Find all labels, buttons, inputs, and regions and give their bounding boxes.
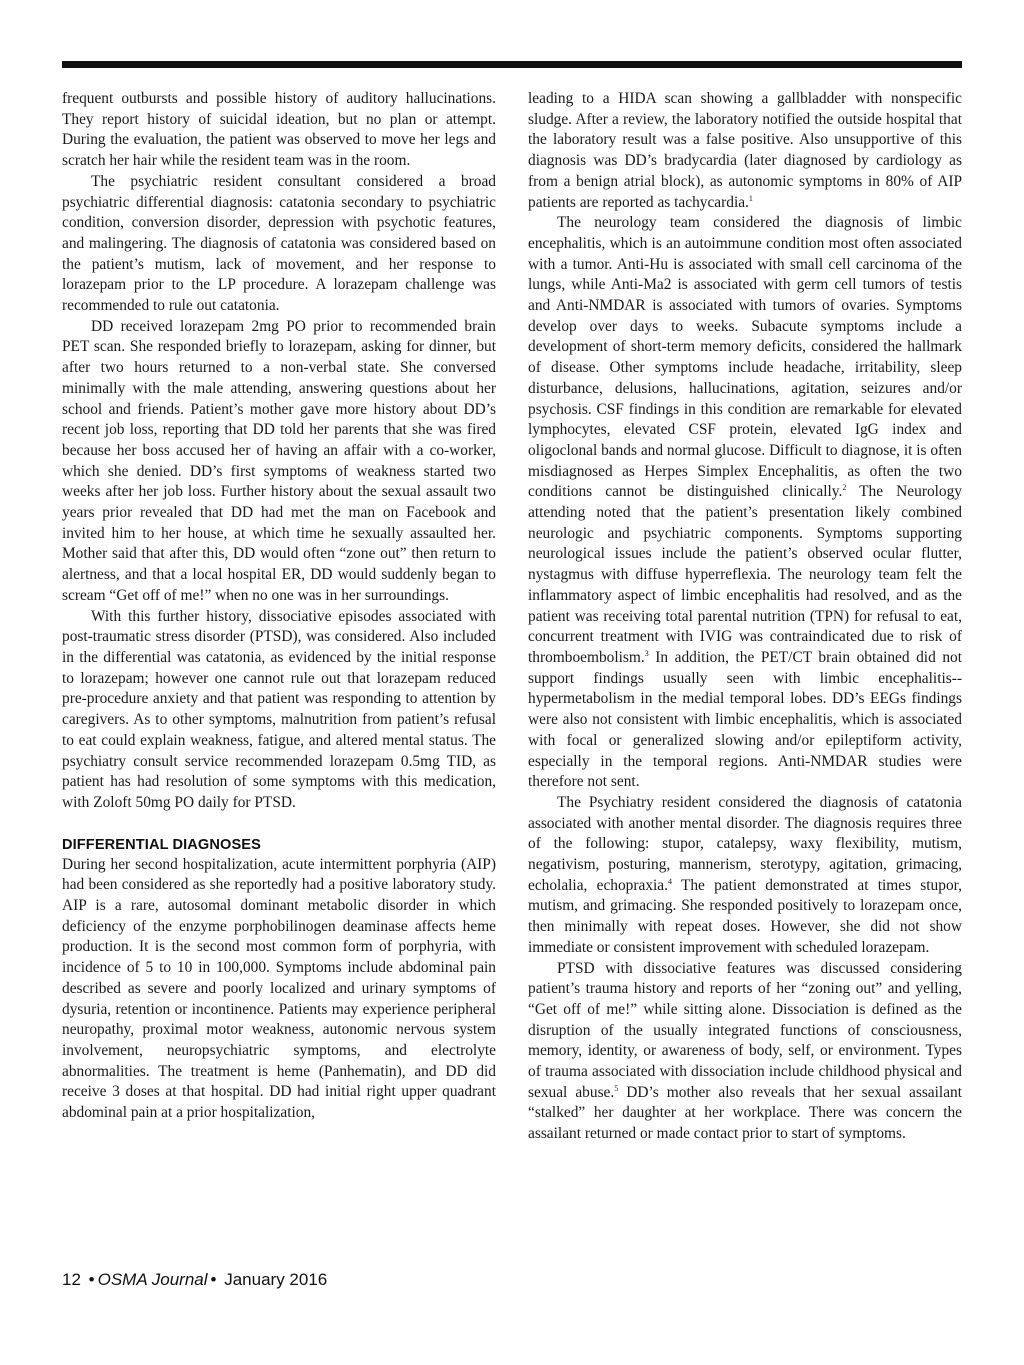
paragraph: DD received lorazepam 2mg PO prior to recommended brain PET scan. She responded briefly to lorazepam, asking for dinner, but after two hours returned to a non-verbal state. She conversed minimally with the male attending, answering questions about her school and friends. Patient’s mother gave more history about DD’s recent job loss, reporting that DD told her parents that she was fired because her boss accused her of having an affair with a co-worker, which she denied. DD’s first symptoms of weakness started two weeks after her job loss. Further history about the sexual assault two years prior revealed that DD had met the man on Facebook and invited him to her house, at which time he sexually assaulted her. Mother said that after this, DD would often “zone out” then return to alertness, and that a local hospital ER, DD would suddenly began to scream “Get off of me!” when no one was in her surroundings. bbox=[62, 317, 496, 604]
section-heading: DIFFERENTIAL DIAGNOSES bbox=[62, 836, 261, 853]
paragraph-text: DD’s mother also reveals that her sexual assailant “stalked” her daughter at her workplace. There was concern the assailant returned or made contact prior to start of symptoms. bbox=[528, 1083, 962, 1143]
paragraph bbox=[528, 959, 962, 1145]
journal-name: OSMA Journal bbox=[97, 1270, 208, 1289]
paragraph-text: The Psychiatry resident considered the diagnosis of catatonia associated with another mental disorder. The diagnosis requires three of the following: stupor, catalepsy, waxy flexibility, mutism, negativism, posturing, mannerism, sterotypy, agitation, grimacing, echolalia, echopraxia. bbox=[528, 793, 962, 894]
paragraph: With this further history, dissociative episodes associated with post-traumatic stress disorder (PTSD), was considered. Also included in the differential was catatonia, as evidenced by the initial response to lorazepam; however one cannot rule out that lorazepam reduced pre-procedure anxiety and that patient was responding to attention by caregivers. As to other symptoms, malnutrition from patient’s refusal to eat could explain weakness, fatigue, and altered mental status. The psychiatry consult service recommended lorazepam 0.5mg TID, as patient has had resolution of some symptoms with this medication, with Zoloft 50mg PO daily for PTSD. bbox=[62, 607, 496, 811]
paragraph-text: The neurology team considered the diagnosis of limbic encephalitis, which is an autoimmune condition most often associated with a tumor. Anti-Hu is associated with small cell carcinoma of the lungs, while Anti-Ma2 is associated with germ cell tumors of testis and Anti-NMDAR is associated with tumors of ovaries. Symptoms develop over days to weeks. Subacute symptoms include a development of short-term memory deficits, considered the hallmark of disease. Other symptoms include headache, irritability, sleep disturbance, delusions, hallucinations, agitation, seizures and/or psychosis. CSF findings in this condition are remarkable for elevated lymphocytes, elevated CSF protein, elevated IgG index and oligoclonal bands and normal glucose. Difficult to diagnose, it is often misdiagnosed as Herpes Simplex Encephalitis, as often the two conditions cannot be distinguished clinically. bbox=[528, 214, 962, 501]
citation-ref: 3 bbox=[644, 648, 649, 658]
paragraph bbox=[528, 793, 962, 959]
paragraph-text: PTSD with dissociative features was discussed considering patient’s trauma history and reports of her “zoning out” and yelling, “Get off of me!” while sitting alone. Dissociation is defined as the disruption of the usually integrated functions of consciousness, memory, identity, or awareness of body, self, or environment. Types of trauma associated with dissociation include childhood physical and sexual abuse. bbox=[528, 959, 962, 1101]
citation-ref: 2 bbox=[842, 483, 847, 493]
right-column bbox=[528, 89, 962, 1145]
page-number: 12 bbox=[62, 1270, 81, 1289]
paragraph: The psychiatric resident consultant considered a broad psychiatric differential diagnosis: catatonia secondary to psychiatric condition, conversion disorder, depression with psychotic features, and malingering. The diagnosis of catatonia was considered based on the patient’s mutism, lack of movement, and her response to lorazepam prior to the LP procedure. A lorazepam challenge was recommended to rule out catatonia. bbox=[62, 172, 496, 315]
separator: • bbox=[210, 1270, 217, 1289]
citation-ref: 4 bbox=[667, 876, 672, 886]
paragraph: frequent outbursts and possible history of auditory hallucinations. They report history of suicidal ideation, but no plan or attempt. During the evaluation, the patient was observed to move her legs and scratch her hair while the resident team was in the room. bbox=[62, 90, 496, 170]
separator: • bbox=[88, 1270, 95, 1289]
paragraph bbox=[528, 213, 962, 793]
paragraph bbox=[528, 89, 962, 213]
left-column bbox=[62, 89, 496, 1124]
paragraph: During her second hospitalization, acute intermittent porphyria (AIP) had been considered as she reportedly had a positive laboratory study. AIP is a rare, autosomal dominant metabolic disorder in which deficiency of the enzyme porphobilinogen deaminase affects heme production. It is the second most common form of porphyria, with incidence of 5 to 10 in 100,000. Symptoms include abdominal pain described as severe and poorly localized and urinary symptoms of dysuria, retention or incontinence. Patients may experience peripheral neuropathy, proximal motor weakness, autonomic nervous system involvement, neuropsychiatric symptoms, and electrolyte abnormalities. The treatment is heme (Panhematin), and DD did receive 3 doses at that hospital. DD had initial right upper quadrant abdominal pain at a prior hospitalization, bbox=[62, 855, 496, 1122]
issue-date: January 2016 bbox=[224, 1270, 328, 1289]
page-footer bbox=[62, 1270, 327, 1290]
citation-ref: 1 bbox=[748, 193, 753, 203]
paragraph-text: The Neurology attending noted that the patient’s presentation likely combined neurologic and psychiatric components. Symptoms supporting neurological issues include the patient’s observed ocular flutter, nystagmus with diffuse hyperreflexia. The neurology team felt the inflammatory aspect of limbic encephalitis had resolved, and as the patient was receiving total parental nutrition (TPN) for refusal to eat, concurrent treatment with IVIG was contraindicated due to risk of thromboembolism. bbox=[528, 483, 963, 666]
paragraph-text: The patient demonstrated at times stupor, mutism, and grimacing. She responded positively to lorazepam once, then minimally with repeat doses. However, she did not show immediate or consistent improvement with scheduled lorazepam. bbox=[528, 876, 963, 956]
paragraph-text: In addition, the PET/CT brain obtained did not support findings usually seen with limbic encephalitis--hypermetabolism in the medial temporal lobes. DD’s EEGs findings were also not consistent with limbic encephalitis, which is associated with focal or generalized slowing and/or epileptiform activity, especially in the temporal regions. Anti-NMDAR studies were therefore not sent. bbox=[528, 648, 962, 791]
top-rule bbox=[62, 61, 962, 68]
paragraph-text: leading to a HIDA scan showing a gallbladder with nonspecific sludge. After a review, the laboratory notified the outside hospital that the laboratory result was a false positive. Also unsupportive of this diagnosis was DD’s bradycardia (later diagnosed by cardiology as from a benign atrial block), as autonomic symptoms in 80% of AIP patients are reported as tachycardia. bbox=[528, 90, 962, 211]
citation-ref: 5 bbox=[614, 1083, 619, 1093]
